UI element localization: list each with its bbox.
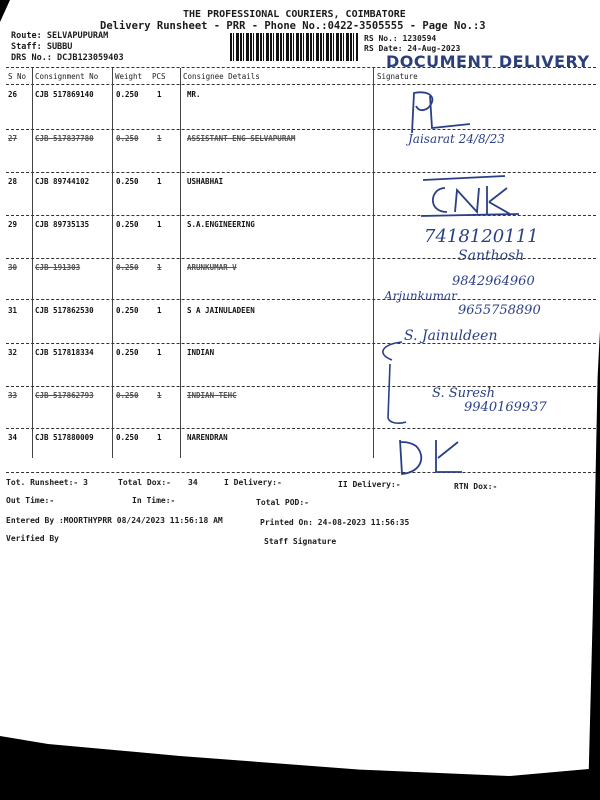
handwriting-row-26: Jaisarat 24/8/23 bbox=[408, 132, 505, 146]
row-consignment: CJB 89744102 bbox=[35, 177, 90, 186]
rtn-dox: RTN Dox:- bbox=[454, 482, 498, 491]
row-consignee: MR. bbox=[187, 90, 201, 99]
total-runsheet: Tot. Runsheet:- 3 bbox=[6, 478, 88, 487]
row-pcs: 1 bbox=[157, 90, 162, 99]
row-pcs: 1 bbox=[157, 391, 162, 400]
row-sno: 33 bbox=[8, 391, 18, 400]
row-consignee: ASSISTANT ENG SELVAPURAM bbox=[187, 134, 296, 143]
row-consignment: CJB 517818334 bbox=[35, 348, 94, 357]
row-sno: 34 bbox=[8, 433, 18, 442]
row-sno: 28 bbox=[8, 177, 18, 186]
col-sep-3 bbox=[180, 68, 181, 458]
col-sep-2 bbox=[112, 68, 113, 458]
row-sno: 26 bbox=[8, 90, 18, 99]
drs-number: DRS No.: DCJB123059403 bbox=[11, 53, 124, 63]
handwriting-row-29: 7418120111 bbox=[424, 226, 539, 247]
row-pcs: 1 bbox=[157, 220, 162, 229]
route-label: Route: SELVAPUPURAM bbox=[11, 31, 109, 41]
out-time: Out Time:- bbox=[6, 496, 55, 505]
row-sno: 31 bbox=[8, 306, 18, 315]
runsheet-title: Delivery Runsheet - PRR - Phone No.:0422-3505555 - Page No.:3 bbox=[100, 20, 486, 32]
table-top-rule bbox=[6, 67, 596, 68]
signature-row-28 bbox=[415, 172, 525, 220]
row-consignment: CJB 191303 bbox=[35, 263, 81, 272]
row-pcs: 1 bbox=[157, 177, 162, 186]
row-consignment: CJB 517880009 bbox=[35, 433, 94, 442]
row-consignment: CJB 517862530 bbox=[35, 306, 94, 315]
row-sno: 30 bbox=[8, 263, 18, 272]
entered-by: Entered By :MOORTHYPRR 08/24/2023 11:56:18 AM bbox=[6, 516, 223, 525]
row-rule bbox=[6, 129, 596, 130]
row-weight: 0.250 bbox=[116, 220, 139, 229]
scan-shadow-top-left bbox=[0, 0, 10, 22]
row-pcs: 1 bbox=[157, 433, 162, 442]
row-weight: 0.250 bbox=[116, 433, 139, 442]
row-rule bbox=[6, 428, 596, 429]
row-consignment: CJB 89735135 bbox=[35, 220, 90, 229]
document-delivery-stamp: DOCUMENT DELIVERY bbox=[386, 52, 590, 71]
signature-bracket-mark bbox=[372, 338, 412, 428]
table-bottom-rule bbox=[6, 472, 596, 473]
row-weight: 0.250 bbox=[116, 90, 139, 99]
barcode bbox=[230, 33, 358, 61]
handwriting-row-31-sign: S. Jainuldeen bbox=[404, 328, 498, 344]
row-consignee: ARUNKUMAR V bbox=[187, 263, 237, 272]
scan-shadow-right bbox=[588, 330, 600, 800]
row-consignee: INDIAN bbox=[187, 348, 215, 357]
row-consignee: USHABHAI bbox=[187, 177, 224, 186]
handwriting-row-31-name: Arjunkumar bbox=[384, 289, 457, 303]
row-pcs: 1 bbox=[157, 134, 162, 143]
col-consignment: Consignment No bbox=[35, 72, 99, 81]
row-weight: 0.250 bbox=[116, 391, 139, 400]
ii-delivery: II Delivery:- bbox=[338, 480, 401, 489]
col-sep-1 bbox=[32, 68, 33, 458]
col-pcs: PCS bbox=[152, 72, 166, 81]
row-weight: 0.250 bbox=[116, 134, 139, 143]
in-time: In Time:- bbox=[132, 496, 176, 505]
col-consignee: Consignee Details bbox=[183, 72, 260, 81]
rs-date: RS Date: 24-Aug-2023 bbox=[364, 44, 461, 53]
row-consignee: INDIAN TEHC bbox=[187, 391, 237, 400]
row-sno: 32 bbox=[8, 348, 18, 357]
row-rule bbox=[6, 343, 596, 344]
row-weight: 0.250 bbox=[116, 348, 139, 357]
header-rule bbox=[6, 84, 596, 85]
row-pcs: 1 bbox=[157, 263, 162, 272]
row-consignee: NARENDRAN bbox=[187, 433, 228, 442]
row-pcs: 1 bbox=[157, 306, 162, 315]
total-pod: Total POD:- bbox=[256, 498, 309, 507]
row-consignment: CJB 517869140 bbox=[35, 90, 94, 99]
handwriting-row-31-number: 9655758890 bbox=[458, 303, 541, 318]
col-weight: Weight bbox=[115, 72, 143, 81]
company-name: THE PROFESSIONAL COURIERS, COIMBATORE bbox=[183, 9, 406, 20]
col-signature: Signature bbox=[377, 72, 418, 81]
total-dox-value: 34 bbox=[188, 478, 198, 487]
handwriting-row-33-sign: S. Suresh bbox=[432, 386, 495, 401]
rs-number: RS No.: 1230594 bbox=[364, 34, 437, 43]
i-delivery: I Delivery:- bbox=[224, 478, 282, 487]
handwriting-row-33-number: 9940169937 bbox=[464, 400, 547, 415]
total-dox-label: Total Dox:- bbox=[118, 478, 171, 487]
row-sno: 27 bbox=[8, 134, 18, 143]
handwriting-row-30-name: Santhosh bbox=[458, 248, 525, 264]
printed-on: Printed On: 24-08-2023 11:56:35 bbox=[260, 518, 410, 527]
row-weight: 0.250 bbox=[116, 263, 139, 272]
row-pcs: 1 bbox=[157, 348, 162, 357]
row-consignment: CJB 517862793 bbox=[35, 391, 94, 400]
row-rule bbox=[6, 386, 596, 387]
signature-row-34 bbox=[392, 436, 472, 478]
staff-label: Staff: SUBBU bbox=[11, 42, 73, 52]
row-weight: 0.250 bbox=[116, 177, 139, 186]
row-weight: 0.250 bbox=[116, 306, 139, 315]
verified-by: Verified By bbox=[6, 534, 59, 543]
signature-row-26 bbox=[400, 88, 480, 138]
handwriting-row-30-number: 9842964960 bbox=[452, 274, 535, 289]
scan-shadow-bottom bbox=[0, 720, 600, 800]
row-consignee: S.A.ENGINEERING bbox=[187, 220, 255, 229]
row-sno: 29 bbox=[8, 220, 18, 229]
row-consignment: CJB 517837780 bbox=[35, 134, 94, 143]
col-sno: S No bbox=[8, 72, 27, 81]
row-rule bbox=[6, 299, 596, 300]
staff-signature: Staff Signature bbox=[264, 537, 337, 546]
row-consignee: S A JAINULADEEN bbox=[187, 306, 255, 315]
